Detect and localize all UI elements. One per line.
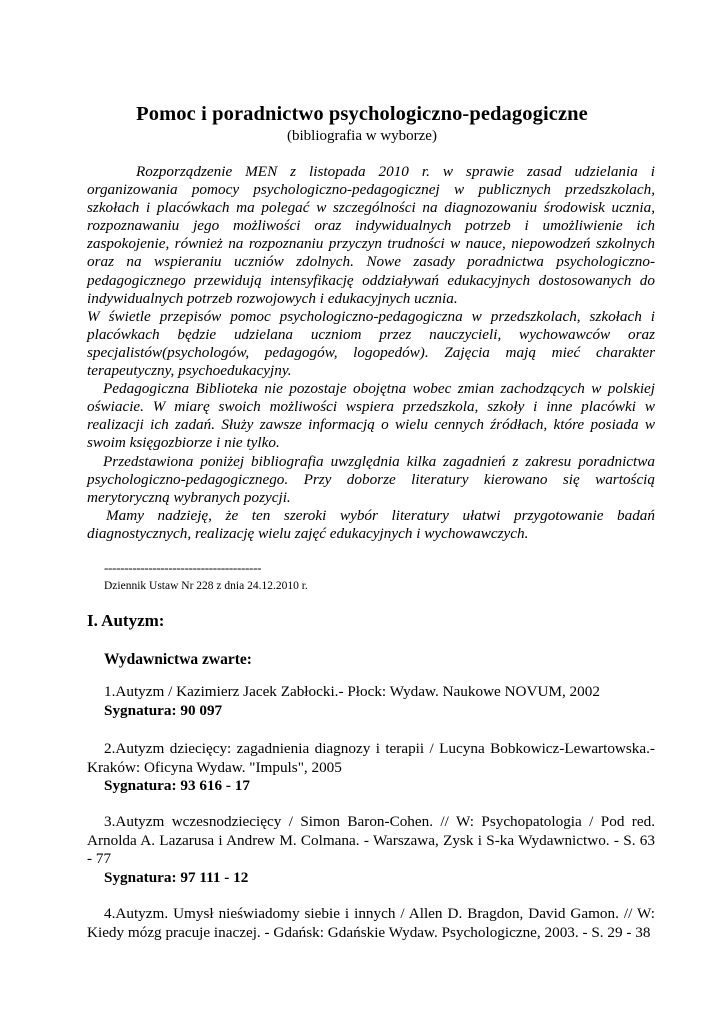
entry-signature: Sygnatura: 90 097 [104,701,223,719]
document-subtitle: (bibliografia w wyborze) [287,128,437,144]
intro-paragraph-3: Pedagogiczna Biblioteka nie pozostaje obojętna wobec zmian zachodzących w polskiej oświacie. W miarę swoich możliwości wspiera przedszkola, szkoły i inne placówki w realizacji ich zadań. Służy zawsze informacją o wielu cennych źródłach, które posiada w swoim księgozbiorze i nie tylko. [87,380,655,452]
intro-paragraph-5: Mamy nadzieję, że ten szeroki wybór literatury ułatwi przygotowanie badań diagnostycznych, realizację wielu zajęć edukacyjnych i wychowawczych. [87,506,655,542]
entry-text: 3.Autyzm wczesnodziecięcy / Simon Baron-Cohen. // W: Psychopatologia / Pod red. Arnolda A. Lazarusa i Andrew M. Colmana. - Warszawa, Zysk i S-ka Wydawnictwo. - S. 63 - 77 [87,813,655,867]
entry-text: 2.Autyzm dziecięcy: zagadnienia diagnozy i terapii / Lucyna Bobkowicz-Lewartowska.- Kraków: Oficyna Wydaw. "Impuls", 2005 [87,740,655,776]
footnote: Dziennik Ustaw Nr 228 z dnia 24.12.2010 r. [104,580,308,592]
intro-paragraph-4: Przedstawiona poniżej bibliografia uwzględnia kilka zagadnień z zakresu poradnictwa psychologiczno-pedagogicznego. Przy doborze literatury kierowano się wartością merytoryczną wybranych pozycji. [87,452,655,506]
intro-paragraph-2: W świetle przepisów pomoc psychologiczno-pedagogiczna w przedszkolach, szkołach i placówkach będzie udzielana uczniom przez nauczycieli, wychowawców oraz specjalistów(psychologów, pedagogów, logopedów). Zajęcia mają mieć charakter terapeutyczny, psychoedukacyjny. [87,307,655,380]
section-heading: I. Autyzm: [87,611,165,630]
entry-signature: Sygnatura: 93 616 - 17 [104,777,250,794]
intro-text [87,163,655,543]
footnote-rule: --------------------------------------- [104,560,262,575]
entry-text: 4.Autyzm. Umysł nieświadomy siebie i innych / Allen D. Bragdon, David Gamon. // W: Kiedy mózg pracuje inaczej. - Gdańsk: Gdańskie Wydaw. Psychologiczne, 2003. - S. 29 - 38 [87,905,655,941]
entry-signature: Sygnatura: 97 111 - 12 [104,868,249,886]
document-title: Pomoc i poradnictwo psychologiczno-pedagogiczne [136,103,588,125]
bibliography-entry-2 [87,740,655,796]
intro-paragraph-1: Rozporządzenie MEN z listopada 2010 r. w sprawie zasad udzielania i organizowania pomocy psychologiczno-pedagogicznej w publicznych przedszkolach, szkołach i placówkach ma polegać w szczególności na diagnozowaniu środowisk ucznia, rozpoznawaniu jego możliwości oraz indywidualnych potrzeb i umożliwienie ich zaspokojenie, również na rozpoznaniu przyczyn trudności w nauce, niepowodzeń szkolnych oraz na wspieraniu uczniów zdolnych. Nowe zasady poradnictwa psychologiczno-pedagogicznego przewidują intensyfikację oddziaływań edukacyjnych dostosowanych do indywidualnych potrzeb rozwojowych i edukacyjnych ucznia. [87,163,655,307]
bibliography-entry-3 [87,813,655,887]
subsection-heading: Wydawnictwa zwarte: [104,651,252,668]
entry-text: 1.Autyzm / Kazimierz Jacek Zabłocki.- Płock: Wydaw. Naukowe NOVUM, 2002 [104,683,600,700]
bibliography-entry-1 [87,683,655,720]
bibliography-entry-4 [87,905,655,942]
